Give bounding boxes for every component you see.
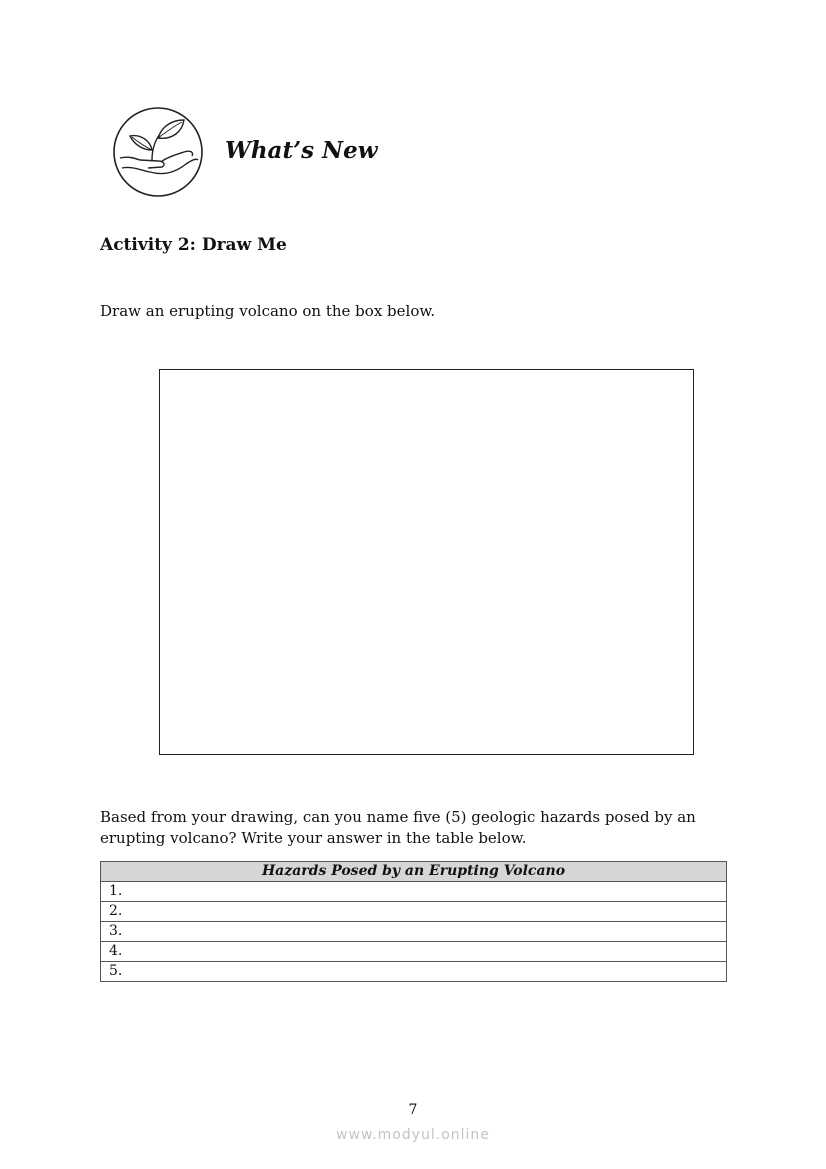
table-row[interactable]	[101, 902, 727, 922]
table-row[interactable]	[101, 942, 727, 962]
activity-instruction: Draw an erupting volcano on the box below.	[100, 302, 436, 320]
table-row-label: 2.	[101, 902, 727, 922]
drawing-box[interactable]	[159, 369, 694, 755]
hazards-question: Based from your drawing, can you name five (5) geologic hazards posed by an erupting volcano? Write your answer in the table below.	[100, 808, 696, 847]
section-title: What’s New	[225, 137, 378, 164]
plant-in-hand-icon	[112, 106, 204, 198]
table-row[interactable]	[101, 882, 727, 902]
table-row[interactable]	[101, 962, 727, 982]
table-row-label: 1.	[101, 882, 727, 902]
hazards-table	[100, 861, 727, 982]
activity-title: Activity 2: Draw Me	[100, 235, 287, 255]
page-number: 7	[408, 1102, 418, 1118]
table-row-label: 4.	[101, 942, 727, 962]
table-row-label: 5.	[101, 962, 727, 982]
table-row-label: 3.	[101, 922, 727, 942]
table-row[interactable]	[101, 922, 727, 942]
hazards-table-header: Hazards Posed by an Erupting Volcano	[101, 862, 727, 882]
watermark: www.modyul.online	[336, 1127, 490, 1143]
